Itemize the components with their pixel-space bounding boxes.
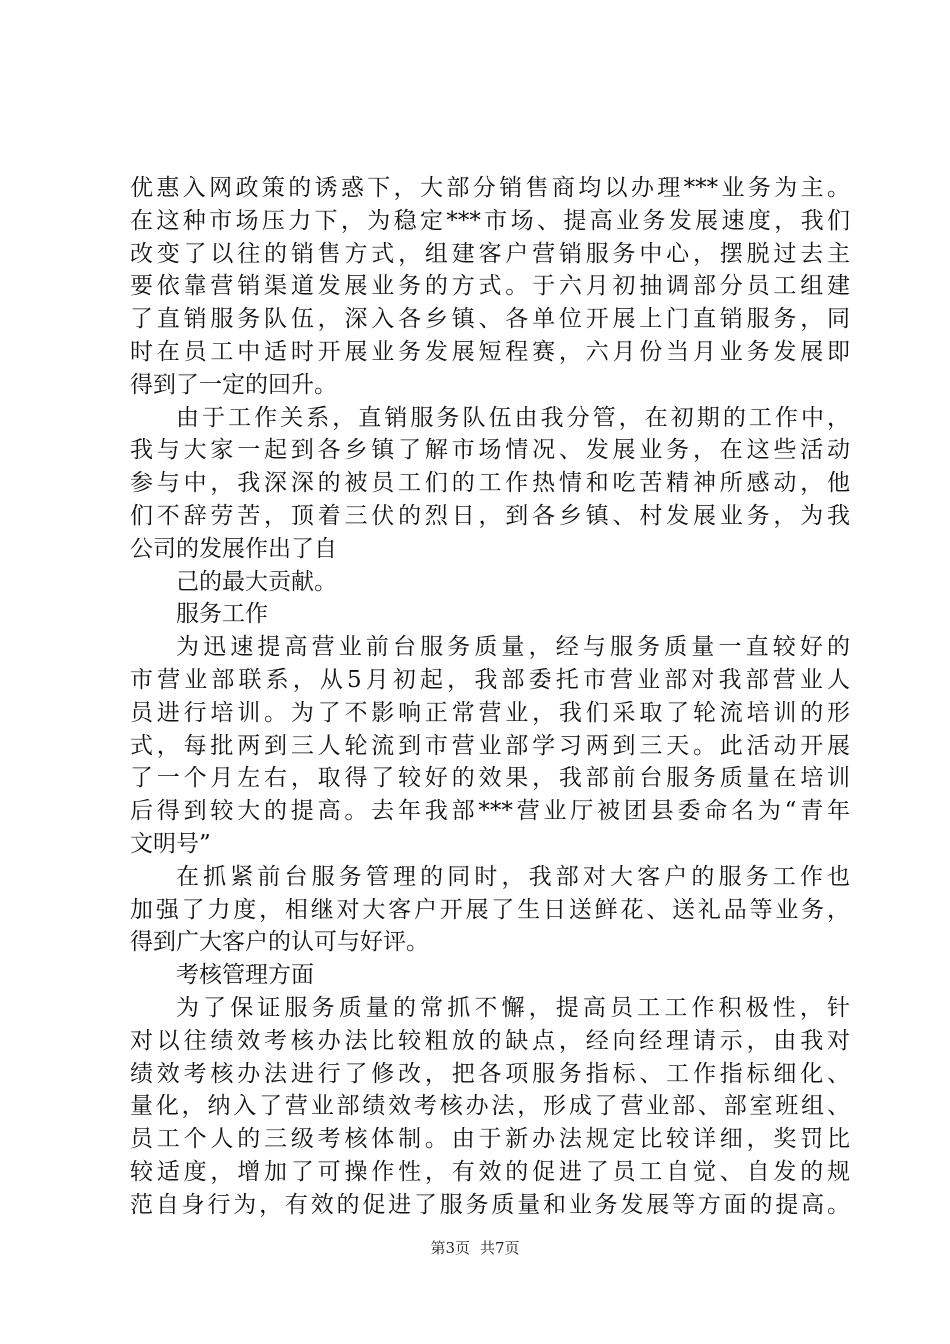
text-line: 服务工作 — [176, 601, 268, 628]
text-line: 绩效考核办法进行了修改，把各项服务指标、工作指标细化、 — [130, 1060, 850, 1087]
text-line: 为了保证服务质量的常抓不懈，提高员工工作积极性，针 — [176, 994, 850, 1021]
text-line: 对以往绩效考核办法比较粗放的缺点，经向经理请示，由我对 — [130, 1027, 850, 1054]
page-number-total: 共7页 — [480, 1239, 520, 1257]
text-line: 员进行培训。为了不影响正常营业，我们采取了轮流培训的形 — [130, 699, 850, 726]
text-line: 了直销服务队伍，深入各乡镇、各单位开展上门直销服务，同 — [130, 306, 850, 333]
page-footer — [0, 1238, 950, 1258]
text-line: 得到广大客户的认可与好评。 — [130, 929, 429, 956]
text-line: 我与大家一起到各乡镇了解市场情况、发展业务，在这些活动 — [130, 437, 850, 464]
text-line: 得到了一定的回升。 — [130, 371, 337, 398]
text-line: 员工个人的三级考核体制。由于新办法规定比较详细，奖罚比 — [130, 1126, 850, 1153]
text-line: 较适度，增加了可操作性，有效的促进了员工自觉、自发的规 — [130, 1158, 850, 1185]
text-line: 公司的发展作出了自 — [130, 535, 337, 562]
text-line: 了一个月左右，取得了较好的效果，我部前台服务质量在培训 — [130, 765, 850, 792]
text-line: 加强了力度，相继对大客户开展了生日送鲜花、送礼品等业务， — [130, 896, 850, 923]
text-line: 由于工作关系，直销服务队伍由我分管，在初期的工作中， — [176, 404, 850, 431]
text-line: 为迅速提高营业前台服务质量，经与服务质量一直较好的 — [176, 634, 850, 661]
text-line: 改变了以往的销售方式，组建客户营销服务中心，摆脱过去主 — [130, 240, 850, 267]
text-line: 参与中，我深深的被员工们的工作热情和吃苦精神所感动，他 — [130, 470, 850, 497]
text-line: 式，每批两到三人轮流到市营业部学习两到三天。此活动开展 — [130, 732, 850, 759]
text-line: 后得到较大的提高。去年我部***营业厅被团县委命名为“青年 — [130, 798, 850, 825]
text-line: 己的最大贡献。 — [176, 568, 337, 595]
text-line: 范自身行为，有效的促进了服务质量和业务发展等方面的提高。 — [130, 1191, 850, 1218]
text-line: 文明号” — [130, 830, 211, 857]
text-line: 要依靠营销渠道发展业务的方式。于六月初抽调部分员工组建 — [130, 273, 850, 300]
document-body — [130, 172, 850, 1222]
text-line: 考核管理方面 — [176, 962, 314, 989]
text-line: 时在员工中适时开展业务发展短程赛，六月份当月业务发展即 — [130, 338, 850, 365]
text-line: 量化，纳入了营业部绩效考核办法，形成了营业部、部室班组、 — [130, 1093, 850, 1120]
text-line: 们不辞劳苦，顶着三伏的烈日，到各乡镇、村发展业务，为我 — [130, 502, 850, 529]
text-line: 在这种市场压力下，为稳定***市场、提高业务发展速度，我们 — [130, 207, 850, 234]
text-line: 在抓紧前台服务管理的同时，我部对大客户的服务工作也 — [176, 863, 850, 890]
text-line: 市营业部联系，从5月初起，我部委托市营业部对我部营业人 — [130, 666, 850, 693]
page-number-current: 第3页 — [430, 1239, 470, 1257]
text-line: 优惠入网政策的诱惑下，大部分销售商均以办理***业务为主。 — [130, 175, 850, 201]
